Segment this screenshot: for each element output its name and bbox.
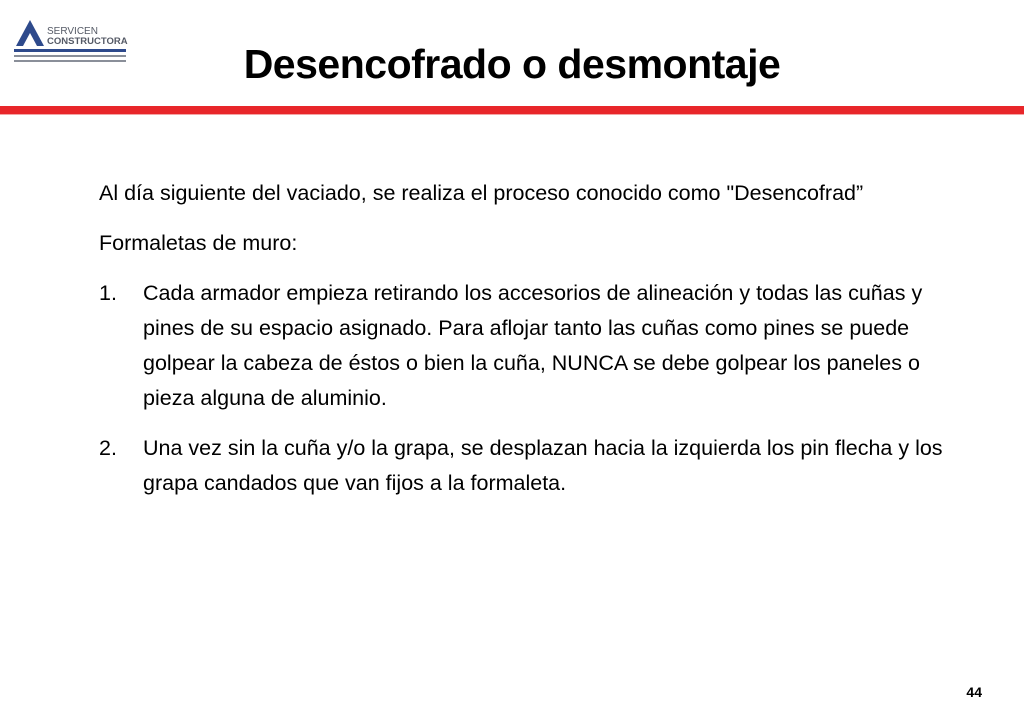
logo-line-1: SERVICEN	[47, 26, 98, 37]
list-item-text: Cada armador empieza retirando los accesorios de alineación y todas las cuñas y pines de su espacio asignado. Para aflojar tanto las cuñas como pines se puede golpear la cabeza de éstos o bien la cuña, NUNCA se debe golpear los paneles o pieza alguna de aluminio.	[143, 281, 923, 410]
logo-line-2: CONSTRUCTORA	[47, 36, 128, 47]
title-divider-shadow	[0, 114, 1024, 115]
list-item-number: 1.	[99, 281, 117, 305]
list-item-number: 2.	[99, 436, 117, 460]
list-item	[99, 276, 969, 416]
steps-list	[99, 276, 969, 501]
slide-body	[99, 176, 969, 516]
intro-paragraph: Al día siguiente del vaciado, se realiza el proceso conocido como "Desencofrad”	[99, 181, 864, 205]
slide-title: Desencofrado o desmontaje	[243, 41, 781, 87]
page-number: 44	[966, 684, 982, 700]
section-subtitle: Formaletas de muro:	[99, 231, 298, 255]
list-item-text: Una vez sin la cuña y/o la grapa, se desplazan hacia la izquierda los pin flecha y los grapa candados que van fijos a la formaleta.	[143, 436, 943, 495]
title-divider	[0, 106, 1024, 114]
list-item	[99, 431, 969, 501]
